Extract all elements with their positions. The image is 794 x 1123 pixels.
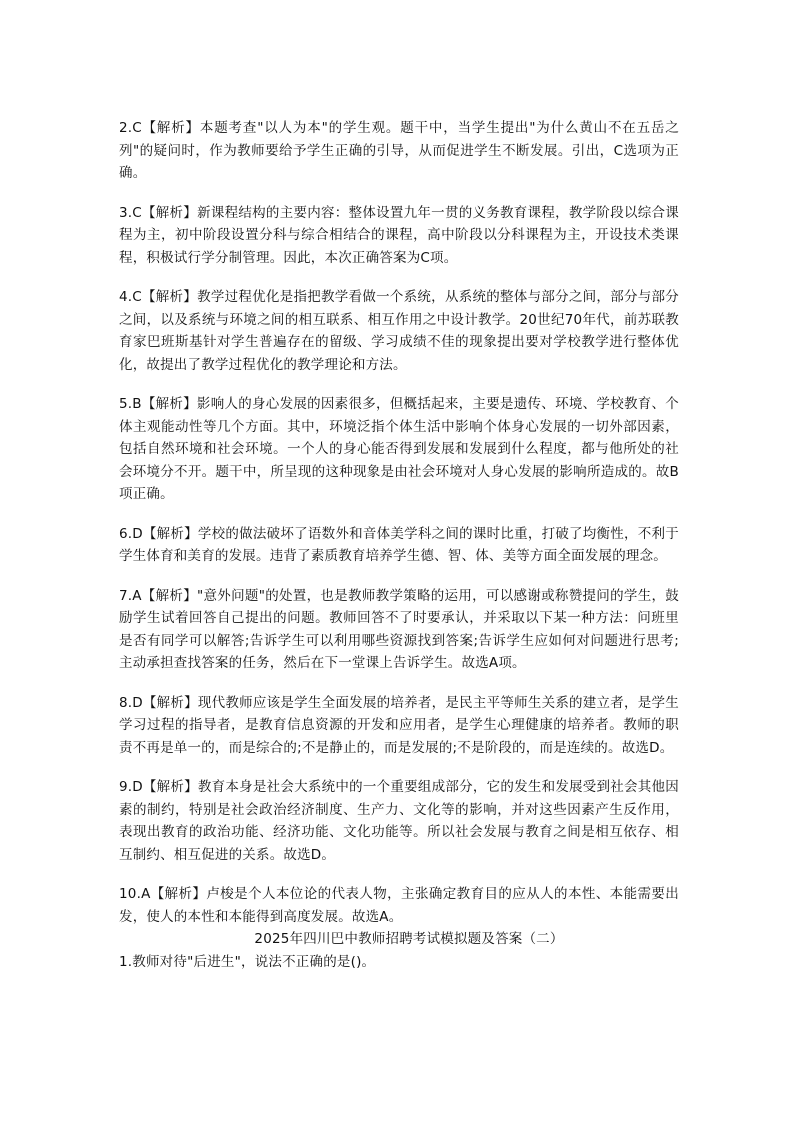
section-title: 2025年四川巴中教师招聘考试模拟题及答案（二） [254, 931, 564, 947]
question-1: 1.教师对待"后进生"，说法不正确的是()。 [119, 953, 376, 970]
answer-explanation-10: 10.A【解析】卢梭是个人本位论的代表人物，主张确定教育目的应从人的本性、本能需要出发，使人的本性和本能得到高度发展。故选A。 [119, 886, 679, 925]
answer-explanation-3: 3.C【解析】新课程结构的主要内容：整体设置九年一贯的义务教育课程，教学阶段以综合课程为主，初中阶段设置分科与综合相结合的课程，高中阶段以分科课程为主，开设技术类课程，积极试行学分制管理。因此，本次正确答案为C项。 [119, 204, 679, 266]
answer-explanation-2: 2.C【解析】本题考查"以人为本"的学生观。题干中，当学生提出"为什么黄山不在五岳之列"的疑问时，作为教师要给予学生正确的引导，从而促进学生不断发展。引出，C选项为正确。 [119, 120, 679, 181]
answer-explanation-6: 6.D【解析】学校的做法破坏了语数外和音体美学科之间的课时比重，打破了均衡性，不利于学生体育和美育的发展。违背了素质教育培养学生德、智、体、美等方面全面发展的理念。 [119, 525, 679, 564]
document-content [119, 117, 679, 973]
answer-explanation-4: 4.C【解析】教学过程优化是指把教学看做一个系统，从系统的整体与部分之间，部分与部分之间，以及系统与环境之间的相互联系、相互作用之中设计教学。20世纪70年代，前苏联教育家巴班斯基针对学生普遍存在的留级、学习成绩不佳的现象提出要对学校教学进行整体优化，故提出了教学过程优化的教学理论和方法。 [119, 289, 679, 373]
answer-explanation-8: 8.D【解析】现代教师应该是学生全面发展的培养者，是民主平等师生关系的建立者，是学生学习过程的指导者，是教育信息资源的开发和应用者，是学生心理健康的培养者。教师的职责不再是单一的，而是综合的;不是静止的，而是发展的;不是阶段的，而是连续的。故选D。 [119, 694, 679, 756]
answer-explanation-5: 5.B【解析】影响人的身心发展的因素很多，但概括起来，主要是遗传、环境、学校教育、个体主观能动性等几个方面。其中，环境泛指个体生活中影响个体身心发展的一切外部因素，包括自然环境和社会环境。一个人的身心能否得到发展和发展到什么程度，都与他所处的社会环境分不开。题干中，所呈现的这种现象是由社会环境对人身心发展的影响所造成的。故B项正确。 [119, 396, 679, 502]
answer-explanation-7: 7.A【解析】"意外问题"的处置，也是教师教学策略的运用，可以感谢或称赞提问的学生，鼓励学生试着回答自己提出的问题。教师回答不了时要承认，并采取以下某一种方法：问班里是否有同学可以解答;告诉学生可以利用哪些资源找到答案;告诉学生应如何对问题进行思考;主动承担查找答案的任务，然后在下一堂课上告诉学生。故选A项。 [119, 587, 679, 671]
answer-explanation-9: 9.D【解析】教育本身是社会大系统中的一个重要组成部分，它的发生和发展受到社会其他因素的制约，特别是社会政治经济制度、生产力、文化等的影响，并对这些因素产生反作用，表现出教育的政治功能、经济功能、文化功能等。所以社会发展与教育之间是相互依存、相互制约、相互促进的关系。故选D。 [119, 779, 679, 863]
